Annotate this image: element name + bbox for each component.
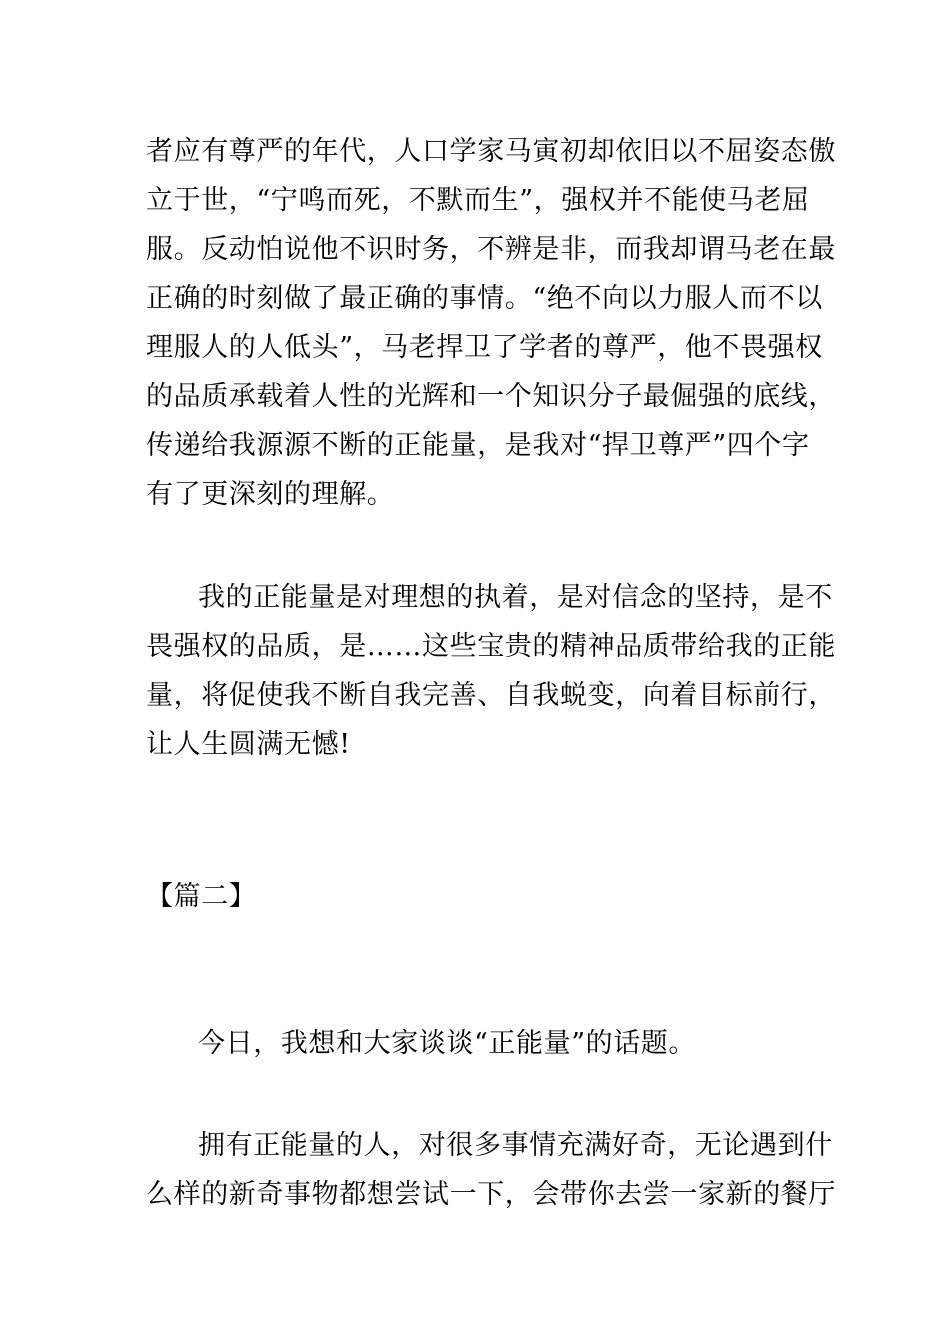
paragraph-2-line-4: 让人生圆满无憾! xyxy=(146,729,351,760)
paragraph-1-line-5: 理服人的人低头”，马老捍卫了学者的尊严，他不畏强权 xyxy=(146,332,823,363)
paragraph-1-line-8: 有了更深刻的理解。 xyxy=(146,479,395,510)
paragraph-1-line-2: 立于世，“宁鸣而死，不默而生”，强权并不能使马老屈 xyxy=(146,185,810,216)
paragraph-4-line-1: 拥有正能量的人，对很多事情充满好奇，无论遇到什 xyxy=(198,1130,833,1161)
paragraph-1-line-1: 者应有尊严的年代，人口学家马寅初却依旧以不屈姿态傲 xyxy=(146,136,836,167)
paragraph-1-line-6: 的品质承载着人性的光辉和一个知识分子最倔强的底线， xyxy=(146,381,836,412)
section-heading: 【篇二】 xyxy=(146,881,257,912)
paragraph-4-line-2: 么样的新奇事物都想尝试一下，会带你去尝一家新的餐厅 xyxy=(146,1179,836,1210)
paragraph-3-line-1: 今日，我想和大家谈谈“正能量”的话题。 xyxy=(198,1028,697,1059)
paragraph-1-line-3: 服。反动怕说他不识时务，不辨是非，而我却谓马老在最 xyxy=(146,234,836,265)
paragraph-2-line-1: 我的正能量是对理想的执着，是对信念的坚持，是不 xyxy=(198,582,833,613)
paragraph-1-line-7: 传递给我源源不断的正能量，是我对“捍卫尊严”四个字 xyxy=(146,430,810,461)
paragraph-1-line-4: 正确的时刻做了最正确的事情。“绝不向以力服人而不以 xyxy=(146,283,823,314)
paragraph-2-line-3: 量，将促使我不断自我完善、自我蜕变，向着目标前行， xyxy=(146,680,836,711)
paragraph-2-line-2: 畏强权的品质，是……这些宝贵的精神品质带给我的正能 xyxy=(146,631,836,662)
